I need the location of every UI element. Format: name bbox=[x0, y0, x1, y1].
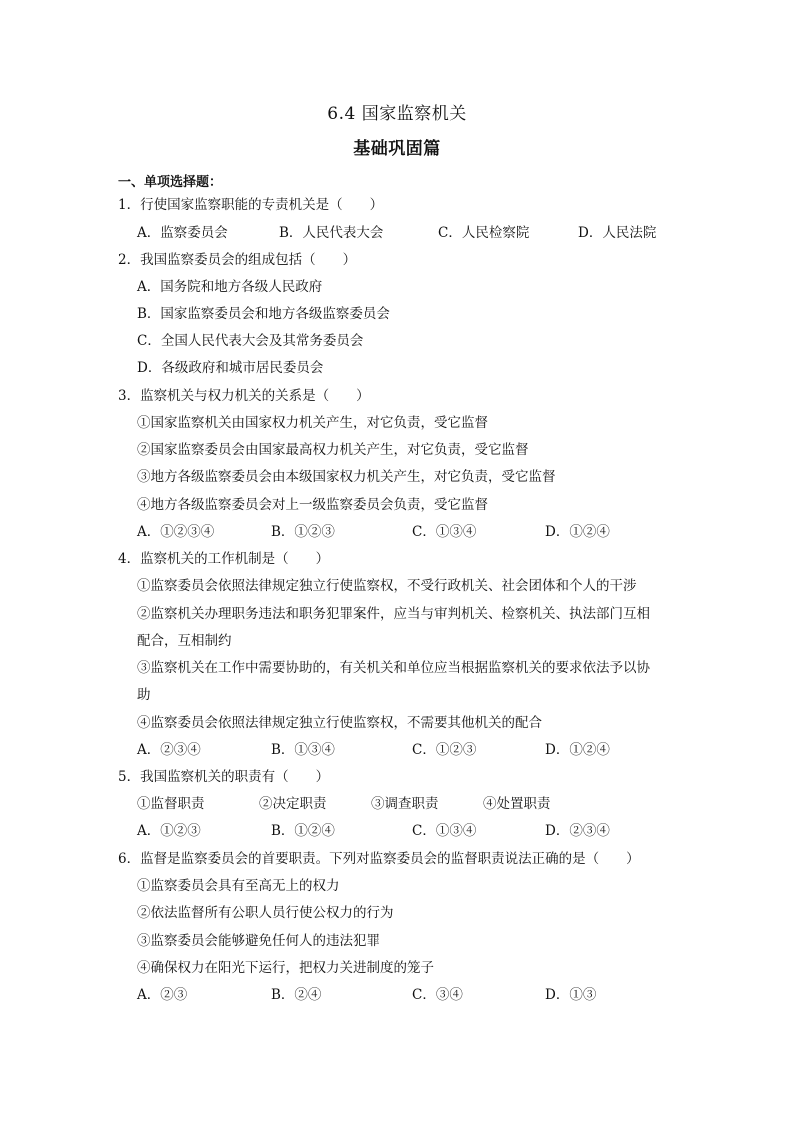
question-5-option-c: C．①③④ bbox=[412, 823, 477, 839]
question-1-option-d: D．人民法院 bbox=[578, 225, 657, 241]
question-4-statement-2: ②监察机关办理职务违法和职务犯罪案件，应当与审判机关、检察机关、执法部门互相 bbox=[137, 606, 650, 622]
question-4-option-a: A．②③④ bbox=[137, 742, 201, 758]
question-2-option-b: B．国家监察委员会和地方各级监察委员会 bbox=[137, 306, 390, 322]
question-1-option-a: A．监察委员会 bbox=[137, 225, 228, 241]
question-3-statement-3: ③地方各级监察委员会由本级国家权力机关产生，对它负责，受它监督 bbox=[137, 469, 556, 485]
question-1-stem: 1．行使国家监察职能的专责机关是（ ） bbox=[118, 197, 384, 213]
question-3-option-c: C．①③④ bbox=[412, 524, 477, 540]
question-4-statement-4: ④监察委员会依照法律规定独立行使监察权，不需要其他机关的配合 bbox=[137, 715, 542, 731]
question-5-statement-4: ④处置职责 bbox=[483, 796, 551, 812]
question-4-option-c: C．①②③ bbox=[412, 742, 477, 758]
question-3-statement-2: ②国家监察委员会由国家最高权力机关产生，对它负责，受它监督 bbox=[137, 442, 529, 458]
question-5-statement-1: ①监督职责 bbox=[137, 796, 205, 812]
question-2-option-c: C．全国人民代表大会及其常务委员会 bbox=[137, 333, 364, 349]
section-heading: 一、单项选择题： bbox=[118, 175, 223, 190]
question-5-stem: 5．我国监察机关的职责有（ ） bbox=[118, 769, 330, 785]
question-5-option-a: A．①②③ bbox=[137, 823, 201, 839]
question-5-option-b: B．①②④ bbox=[271, 823, 335, 839]
question-6-stem: 6．监督是监察委员会的首要职责。下列对监察委员会的监督职责说法正确的是（ ） bbox=[118, 851, 640, 867]
question-5-statement-3: ③调查职责 bbox=[371, 796, 439, 812]
question-3-statement-1: ①国家监察机关由国家权力机关产生，对它负责，受它监督 bbox=[137, 415, 488, 431]
question-3-statement-4: ④地方各级监察委员会对上一级监察委员会负责，受它监督 bbox=[137, 497, 488, 513]
question-6-statement-1: ①监察委员会具有至高无上的权力 bbox=[137, 878, 340, 894]
question-3-option-b: B．①②③ bbox=[271, 524, 335, 540]
question-6-statement-4: ④确保权力在阳光下运行，把权力关进制度的笼子 bbox=[137, 960, 434, 976]
question-4-statement-3-cont: 助 bbox=[137, 687, 151, 703]
question-6-statement-3: ③监察委员会能够避免任何人的违法犯罪 bbox=[137, 933, 380, 949]
question-5-option-d: D．②③④ bbox=[545, 823, 610, 839]
question-4-statement-1: ①监察委员会依照法律规定独立行使监察权，不受行政机关、社会团体和个人的干涉 bbox=[137, 578, 637, 594]
question-4-option-b: B．①③④ bbox=[271, 742, 335, 758]
question-6-option-b: B．②④ bbox=[271, 987, 322, 1003]
question-4-stem: 4．监察机关的工作机制是（ ） bbox=[118, 551, 330, 567]
document-subtitle: 基础巩固篇 bbox=[353, 139, 441, 159]
question-6-option-a: A．②③ bbox=[137, 987, 188, 1003]
document-title: 6.4 国家监察机关 bbox=[327, 104, 467, 124]
question-4-statement-2-cont: 配合，互相制约 bbox=[137, 633, 232, 649]
question-3-option-a: A．①②③④ bbox=[137, 524, 215, 540]
question-4-statement-3: ③监察机关在工作中需要协助的，有关机关和单位应当根据监察机关的要求依法予以协 bbox=[137, 660, 650, 676]
question-3-stem: 3．监察机关与权力机关的关系是（ ） bbox=[118, 388, 370, 404]
question-1-option-c: C．人民检察院 bbox=[438, 225, 530, 241]
question-6-statement-2: ②依法监督所有公职人员行使公权力的行为 bbox=[137, 905, 394, 921]
question-2-stem: 2．我国监察委员会的组成包括（ ） bbox=[118, 252, 357, 268]
question-3-option-d: D．①②④ bbox=[545, 524, 610, 540]
question-6-option-d: D．①③ bbox=[545, 987, 597, 1003]
question-2-option-d: D．各级政府和城市居民委员会 bbox=[137, 360, 324, 376]
question-5-statement-2: ②决定职责 bbox=[259, 796, 327, 812]
question-6-option-c: C．③④ bbox=[412, 987, 463, 1003]
question-1-option-b: B．人民代表大会 bbox=[279, 225, 384, 241]
question-2-option-a: A．国务院和地方各级人民政府 bbox=[137, 279, 323, 295]
question-4-option-d: D．①②④ bbox=[545, 742, 610, 758]
